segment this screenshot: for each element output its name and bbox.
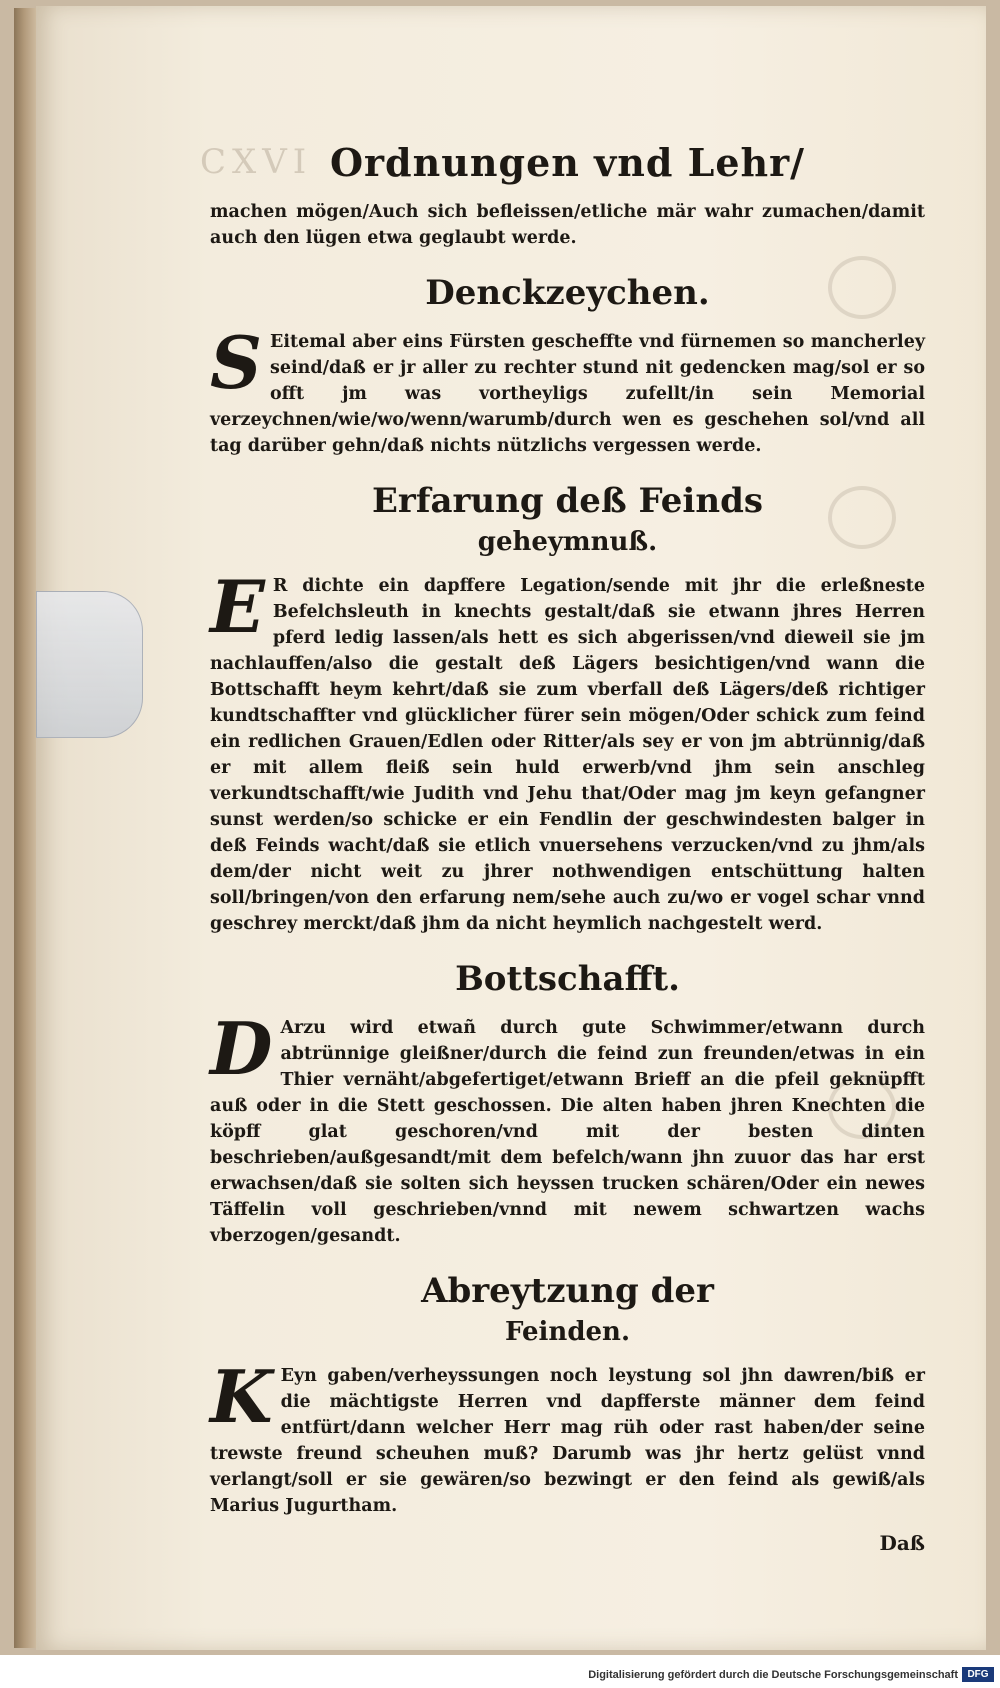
text-block [210,140,925,1555]
section-title: Bottschafft. [455,959,680,999]
section [210,959,925,1249]
section-text [210,320,925,459]
section-title: Denckzeychen. [425,273,710,313]
initial-letter: S [210,320,262,405]
footer-bar [0,1660,1000,1688]
section-body: Eyn gaben/verheyssungen noch leystung sol jhn dawren/biß er die mächtigste Herren vnd dapfferste männer dem feind entfürt/dann welcher Herr mag rüh oder rast haben/der seine trewste freund scheuhen muß? Darumb was jhr hertz gelüst vnnd verlangt/soll er sie gewären/so bezwingt er den feind als gewiß/als Marius Jugurtham. [210,1366,925,1516]
section [210,1271,925,1519]
page-clip [36,591,143,738]
initial-letter: K [210,1354,273,1439]
catchword: Daß [879,1531,925,1555]
section-subtitle: geheymnuß. [477,527,658,557]
section-body: R dichte ein dapffere Legation/sende mit jhr die erleßneste Befelchsleuth in knechts gestalt/daß sie etwann jhres Herren pferd ledig lassen/als hett es sich abgerissen/vnd dieweil sie jm nachlauffen/also die gestalt deß Lägers besichtigen/vnd wann die Bottschafft heym kehrt/daß sie zum vberfall deß Lägers/deß richtiger kundtschaffter vnd glücklicher fürer sein mögen/Oder schick zum feind ein redlichen Grauen/Edlen oder Ritter/als sey er von jm abtrünnig/daß er mit allem fleiß sein huld erwerb/vnd jhm sein anschleg verkundtschafft/wie Judith vnd Jehu that/Oder mag jm keyn gefangner sunst werden/so schicke er ein Fendlin der geschwindesten balger in deß Feinds wacht/daß sie etlich vnuersehens verzucken/vnd zu jhm/als dem/der nicht weit zu jhrer nothwendigen entschüttung halten soll/bringen/von den erfarung nem/sehe auch zu/wo er vogel schar vnnd geschrey merckt/daß jhm da nicht heymlich nachgestelt werd. [210,576,925,934]
section [210,273,925,459]
intro-paragraph: machen mögen/Auch sich befleissen/etliche mär wahr zumachen/damit auch den lügen etwa geglaubt werde. [210,202,925,248]
section-text [210,1006,925,1249]
section [210,481,925,937]
initial-letter: D [210,1006,273,1091]
section-body: Eitemal aber eins Fürsten gescheffte vnd fürnemen so mancherley seind/daß er jr aller zu rechter stund nit gedencken mag/sol er so offt jm was vortheyligs zufellt/in sein Memorial verzeychnen/wie/wo/wenn/warumb/durch wen es geschehen sol/vnd all tag darüber gehn/daß nichts nützlichs vergessen werde. [210,332,925,456]
section-title: Abreytzung der [421,1271,714,1311]
section-title: Erfarung deß Feinds [372,481,763,521]
initial-letter: E [210,564,265,649]
section-body: Arzu wird etwañ durch gute Schwimmer/etwann durch abtrünnige gleißner/durch die feind zun freunden/etwas in ein Thier vernäht/abgefertiget/etwann Brieff an die pfeil geknüpfft auß oder in die Stett geschossen. Die alten haben jhren Knechten die köpff glat geschoren/vnd mit der besten dinten beschrieben/außgesandt/mit dem befelch/wann jhn zuuor das har erst erwachsen/daß sie solten sich heyssen trucken schären/Oder ein newes Täffelin voll geschrieben/vnnd mit newem schwartzen wachs vberzogen/gesandt. [210,1018,925,1246]
section-subtitle: Feinden. [504,1317,631,1347]
section-text [210,564,925,937]
section-text [210,1354,925,1519]
dfg-logo: DFG [962,1667,994,1682]
leaf-number: CXVI [200,142,313,182]
funding-credit: Digitalisierung gefördert durch die Deutsche Forschungsgemeinschaft [588,1669,958,1681]
running-head: Ordnungen vnd Lehr/ [329,140,806,185]
